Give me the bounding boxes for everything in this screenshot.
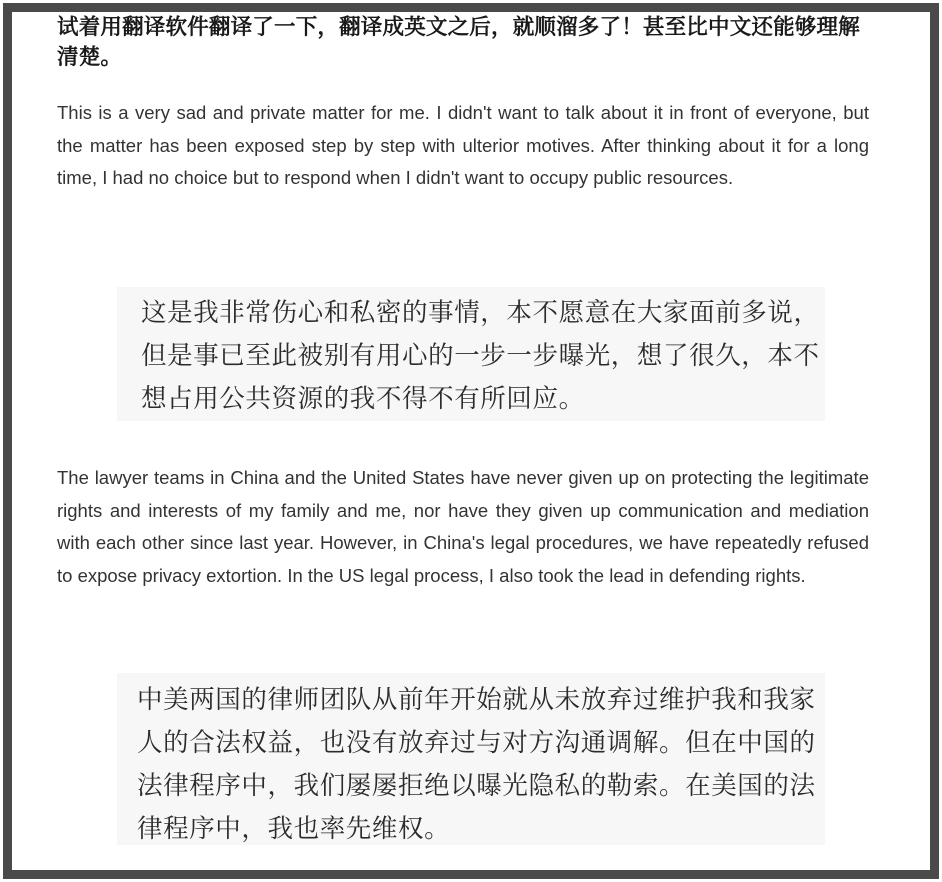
chinese-text-image-1: 这是我非常伤心和私密的事情，本不愿意在大家面前多说，但是事已至此被别有用心的一步一步曝光，想了很久，本不想占用公共资源的我不得不有所回应。 [117,287,825,421]
chinese-text-image-2: 中美两国的律师团队从前年开始就从未放弃过维护我和我家人的合法权益，也没有放弃过与对方沟通调解。但在中国的法律程序中，我们屡屡拒绝以曝光隐私的勒索。在美国的法律程序中，我也率先维权。 [117,673,825,845]
document-content [57,13,869,195]
english-paragraph-1: This is a very sad and private matter for me. I didn't want to talk about it in front of everyone, but the matter has been exposed step by step with ulterior motives. After thinking about it for a long time, I had no choice but to respond when I didn't want to occupy public resources. [57,102,869,188]
page-title: 试着用翻译软件翻译了一下，翻译成英文之后，就顺溜多了！甚至比中文还能够理解清楚。 [57,15,860,70]
english-paragraph-2: The lawyer teams in China and the United States have never given up on protecting the legitimate rights and interests of my family and me, nor have they given up communication and mediation with each other since last year. However, in China's legal procedures, we have repeatedly refused to expose privacy extortion. In the US legal process, I also took the lead in defending rights. [57,467,869,586]
document-content-2 [57,462,869,592]
